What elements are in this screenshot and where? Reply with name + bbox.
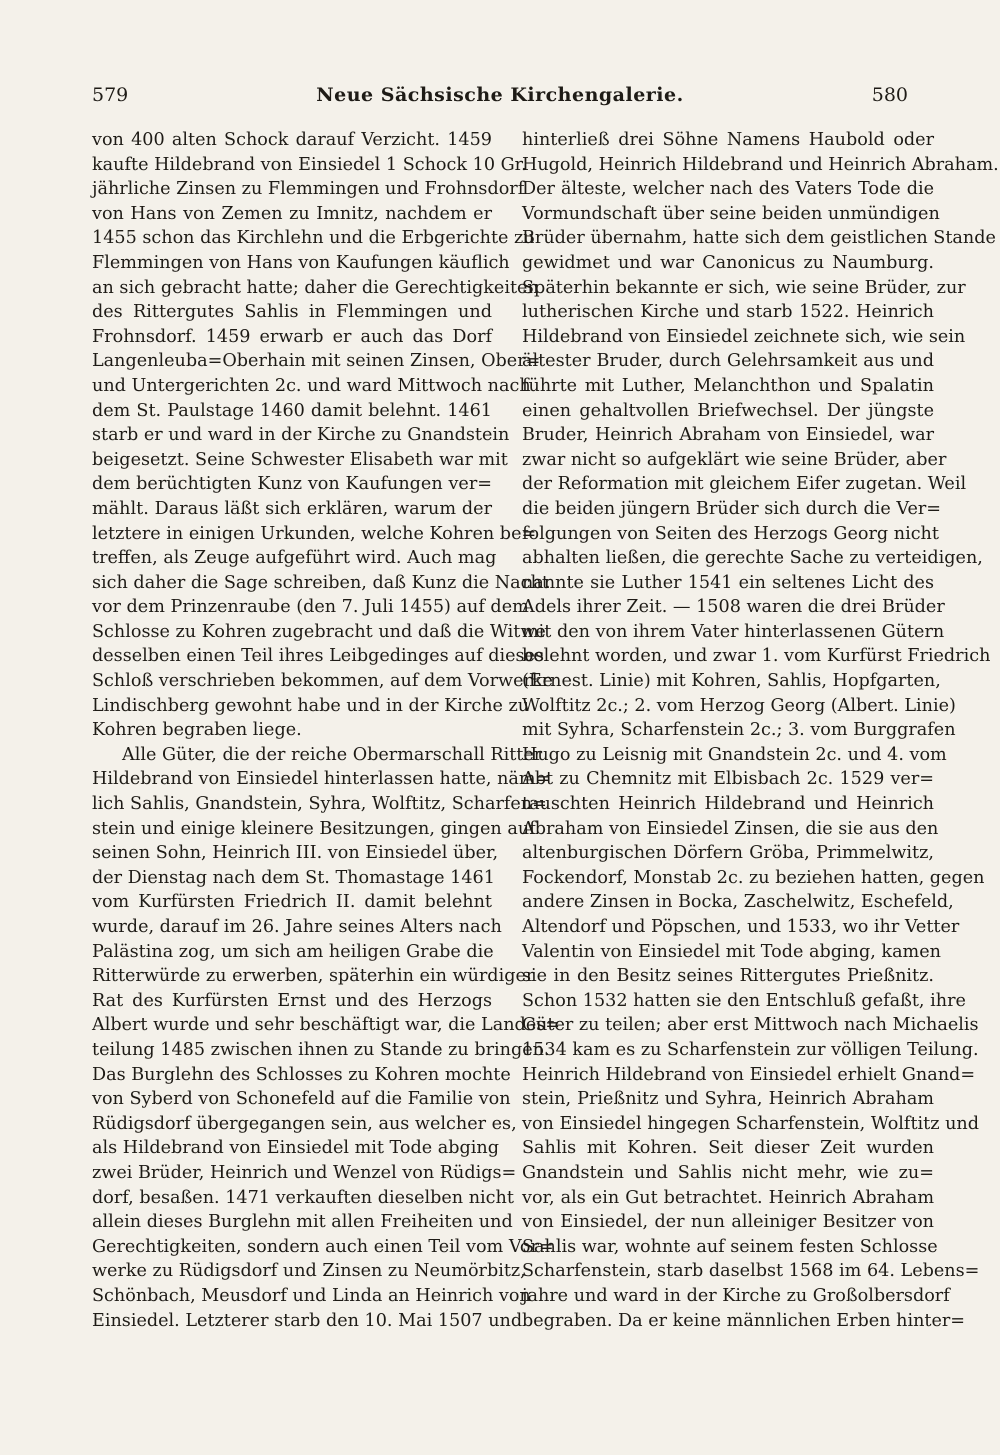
text-line: Hugo zu Leisnig mit Gnandstein 2c. und 4. vom bbox=[522, 744, 947, 765]
text-line: Hugold, Heinrich Hildebrand und Heinrich Abraham. bbox=[522, 154, 999, 175]
text-line: (Ernest. Linie) mit Kohren, Sahlis, Hopfgarten, bbox=[522, 671, 941, 692]
text-line: hinterließ drei Söhne Namens Haubold oder bbox=[522, 130, 934, 150]
text-line: mit Syhra, Scharfenstein 2c.; 3. vom Burggrafen bbox=[522, 720, 956, 741]
text-line: von Einsiedel, der nun alleiniger Besitzer von bbox=[522, 1212, 934, 1233]
text-line: stein, Prießnitz und Syhra, Heinrich Abraham bbox=[522, 1089, 934, 1110]
text-line: Adels ihrer Zeit. — 1508 waren die drei Brüder bbox=[522, 597, 945, 618]
text-line: Lindischberg gewohnt habe und in der Kirche zu bbox=[92, 695, 530, 716]
text-line: Langenleuba=Oberhain mit seinen Zinsen, Ober= bbox=[92, 351, 541, 372]
text-line: Schlosse zu Kohren zugebracht und daß die Witwe bbox=[92, 621, 546, 642]
page-number-right: 580 bbox=[871, 84, 908, 106]
text-line: stein und einige kleinere Besitzungen, gingen auf bbox=[92, 818, 536, 839]
text-line: wurde, darauf im 26. Jahre seines Alters nach bbox=[92, 917, 502, 937]
text-line: desselben einen Teil ihres Leibgedinges auf dieses bbox=[92, 646, 544, 667]
text-line: Kohren begraben liege. bbox=[92, 720, 302, 741]
text-line: Ritterwürde zu erwerben, späterhin ein würdiger bbox=[92, 966, 535, 987]
text-line: altenburgischen Dörfern Gröba, Primmelwitz, bbox=[522, 843, 934, 864]
text-line: der Dienstag nach dem St. Thomastage 1461 bbox=[92, 867, 495, 888]
text-line: die beiden jüngern Brüder sich durch die Ver= bbox=[522, 498, 942, 519]
text-line: zwei Brüder, Heinrich und Wenzel von Rüdigs= bbox=[92, 1162, 517, 1183]
text-line: Rat des Kurfürsten Ernst und des Herzogs bbox=[92, 990, 492, 1011]
text-line: Fockendorf, Monstab 2c. zu beziehen hatten, gegen bbox=[522, 867, 985, 888]
text-line: Sahlis mit Kohren. Seit dieser Zeit wurden bbox=[522, 1138, 934, 1159]
text-line: Der älteste, welcher nach des Vaters Tode die bbox=[522, 179, 934, 200]
text-line: und Untergerichten 2c. und ward Mittwoch nach bbox=[92, 375, 531, 396]
text-line: letztere in einigen Urkunden, welche Kohren be= bbox=[92, 523, 537, 544]
text-column-right bbox=[522, 128, 999, 1333]
text-line: Vormundschaft über seine beiden unmündigen bbox=[522, 203, 940, 224]
text-line: von 400 alten Schock darauf Verzicht. 1459 bbox=[92, 130, 492, 150]
text-line: Alle Güter, die der reiche Obermarschall Ritter bbox=[122, 744, 543, 765]
text-line: treffen, als Zeuge aufgeführt wird. Auch mag bbox=[92, 548, 497, 569]
text-line: sich daher die Sage schreiben, daß Kunz die Nacht bbox=[92, 572, 549, 593]
text-line: gewidmet und war Canonicus zu Naumburg. bbox=[522, 252, 934, 273]
text-line: Scharfenstein, starb daselbst 1568 im 64. Lebens= bbox=[522, 1261, 980, 1282]
text-line: Gnandstein und Sahlis nicht mehr, wie zu= bbox=[522, 1162, 934, 1183]
text-line: Heinrich Hildebrand von Einsiedel erhielt Gnand= bbox=[522, 1064, 976, 1085]
text-line: andere Zinsen in Bocka, Zaschelwitz, Eschefeld, bbox=[522, 892, 954, 913]
text-line: tauschten Heinrich Hildebrand und Heinrich bbox=[522, 794, 934, 815]
text-line: Hildebrand von Einsiedel zeichnete sich, wie sein bbox=[522, 326, 966, 347]
text-line: Schönbach, Meusdorf und Linda an Heinrich von bbox=[92, 1285, 531, 1306]
text-line: zwar nicht so aufgeklärt wie seine Brüder, aber bbox=[522, 449, 947, 470]
text-line: Wolftitz 2c.; 2. vom Herzog Georg (Albert. Linie) bbox=[522, 695, 956, 716]
text-line: Bruder, Heinrich Abraham von Einsiedel, war bbox=[522, 425, 934, 446]
text-line: Das Burglehn des Schlosses zu Kohren mochte bbox=[92, 1064, 511, 1085]
text-line: lich Sahlis, Gnandstein, Syhra, Wolftitz, Scharfen= bbox=[92, 794, 547, 815]
text-line: Späterhin bekannte er sich, wie seine Brüder, zur bbox=[522, 277, 966, 298]
text-line: starb er und ward in der Kirche zu Gnandstein bbox=[92, 425, 510, 446]
text-line: 1455 schon das Kirchlehn und die Erbgerichte zu bbox=[92, 228, 535, 249]
text-line: ältester Bruder, durch Gelehrsamkeit aus und bbox=[522, 351, 934, 372]
text-line: begraben. Da er keine männlichen Erben hinter= bbox=[522, 1310, 966, 1331]
text-line: Schon 1532 hatten sie den Entschluß gefaßt, ihre bbox=[522, 990, 966, 1011]
text-line: vor, als ein Gut betrachtet. Heinrich Abraham bbox=[522, 1187, 934, 1208]
running-title: Neue Sächsische Kirchengalerie. bbox=[316, 84, 684, 106]
text-line: vor dem Prinzenraube (den 7. Juli 1455) auf dem bbox=[92, 597, 529, 618]
text-line: als Hildebrand von Einsiedel mit Tode abging bbox=[92, 1138, 500, 1159]
text-line: Gerechtigkeiten, sondern auch einen Teil vom Vor= bbox=[92, 1236, 554, 1257]
text-line: Flemmingen von Hans von Kaufungen käuflich bbox=[92, 252, 510, 273]
text-line: einen gehaltvollen Briefwechsel. Der jüngste bbox=[522, 400, 934, 421]
text-line: nannte sie Luther 1541 ein seltenes Licht des bbox=[522, 572, 934, 593]
text-line: dorf, besaßen. 1471 verkauften dieselben nicht bbox=[92, 1187, 514, 1208]
text-line: Hildebrand von Einsiedel hinterlassen hatte, näm= bbox=[92, 769, 551, 790]
text-line: Sahlis war, wohnte auf seinem festen Schlosse bbox=[522, 1236, 938, 1257]
text-line: Palästina zog, um sich am heiligen Grabe die bbox=[92, 941, 494, 962]
text-line: Brüder übernahm, hatte sich dem geistlichen Stande bbox=[522, 228, 996, 249]
text-line: der Reformation mit gleichem Eifer zugetan. Weil bbox=[522, 474, 967, 495]
text-line: 1534 kam es zu Scharfenstein zur völligen Teilung. bbox=[522, 1039, 979, 1060]
text-line: Güter zu teilen; aber erst Mittwoch nach Michaelis bbox=[522, 1015, 979, 1036]
text-line: Altendorf und Pöpschen, und 1533, wo ihr Vetter bbox=[522, 917, 960, 937]
text-line: werke zu Rüdigsdorf und Zinsen zu Neumörbitz, bbox=[92, 1261, 526, 1282]
text-column-left bbox=[92, 128, 561, 1333]
text-line: lutherischen Kirche und starb 1522. Heinrich bbox=[522, 302, 934, 323]
text-line: teilung 1485 zwischen ihnen zu Stande zu bringen. bbox=[92, 1039, 550, 1060]
text-line: Einsiedel. Letzterer starb den 10. Mai 1507 und bbox=[92, 1310, 523, 1331]
text-line: Valentin von Einsiedel mit Tode abging, kamen bbox=[522, 941, 941, 962]
text-line: mählt. Daraus läßt sich erklären, warum der bbox=[92, 498, 492, 519]
text-line: folgungen von Seiten des Herzogs Georg nicht bbox=[522, 523, 939, 544]
text-line: dem berüchtigten Kunz von Kaufungen ver= bbox=[92, 474, 492, 495]
text-line: Rüdigsdorf übergegangen sein, aus welcher es, bbox=[92, 1113, 517, 1134]
text-line: abhalten ließen, die gerechte Sache zu verteidigen, bbox=[522, 548, 983, 569]
text-line: führte mit Luther, Melanchthon und Spalatin bbox=[522, 375, 934, 396]
text-line: Abraham von Einsiedel Zinsen, die sie aus den bbox=[522, 818, 939, 839]
text-line: Albert wurde und sehr beschäftigt war, die Landes= bbox=[92, 1015, 561, 1036]
text-line: dem St. Paulstage 1460 damit belehnt. 1461 bbox=[92, 400, 492, 421]
text-line: allein dieses Burglehn mit allen Freiheiten und bbox=[92, 1212, 513, 1233]
text-line: vom Kurfürsten Friedrich II. damit belehnt bbox=[92, 892, 492, 913]
text-line: jährliche Zinsen zu Flemmingen und Frohnsdorf bbox=[92, 179, 525, 200]
text-line: seinen Sohn, Heinrich III. von Einsiedel über, bbox=[92, 843, 499, 864]
text-line: mit den von ihrem Vater hinterlassenen Gütern bbox=[522, 621, 945, 642]
text-line: beigesetzt. Seine Schwester Elisabeth war mit bbox=[92, 449, 508, 470]
text-line: des Rittergutes Sahlis in Flemmingen und bbox=[92, 302, 492, 323]
text-line: von Syberd von Schonefeld auf die Familie von bbox=[92, 1089, 511, 1110]
text-line: an sich gebracht hatte; daher die Gerechtigkeiten bbox=[92, 277, 539, 298]
text-line: sie in den Besitz seines Rittergutes Prießnitz. bbox=[522, 966, 934, 987]
page-number-left: 579 bbox=[92, 84, 129, 106]
text-line: belehnt worden, und zwar 1. vom Kurfürst Friedrich bbox=[522, 646, 991, 667]
text-line: Schloß verschrieben bekommen, auf dem Vorwerke bbox=[92, 671, 553, 692]
text-line: jahre und ward in der Kirche zu Großolbersdorf bbox=[522, 1285, 950, 1306]
text-line: Abt zu Chemnitz mit Elbisbach 2c. 1529 ver= bbox=[522, 769, 934, 790]
text-line: Frohnsdorf. 1459 erwarb er auch das Dorf bbox=[92, 326, 492, 347]
text-line: von Einsiedel hingegen Scharfenstein, Wolftitz und bbox=[522, 1113, 979, 1134]
page-header bbox=[88, 84, 912, 114]
text-line: von Hans von Zemen zu Imnitz, nachdem er bbox=[92, 203, 492, 224]
text-line: kaufte Hildebrand von Einsiedel 1 Schock 10 Gr. bbox=[92, 154, 527, 175]
